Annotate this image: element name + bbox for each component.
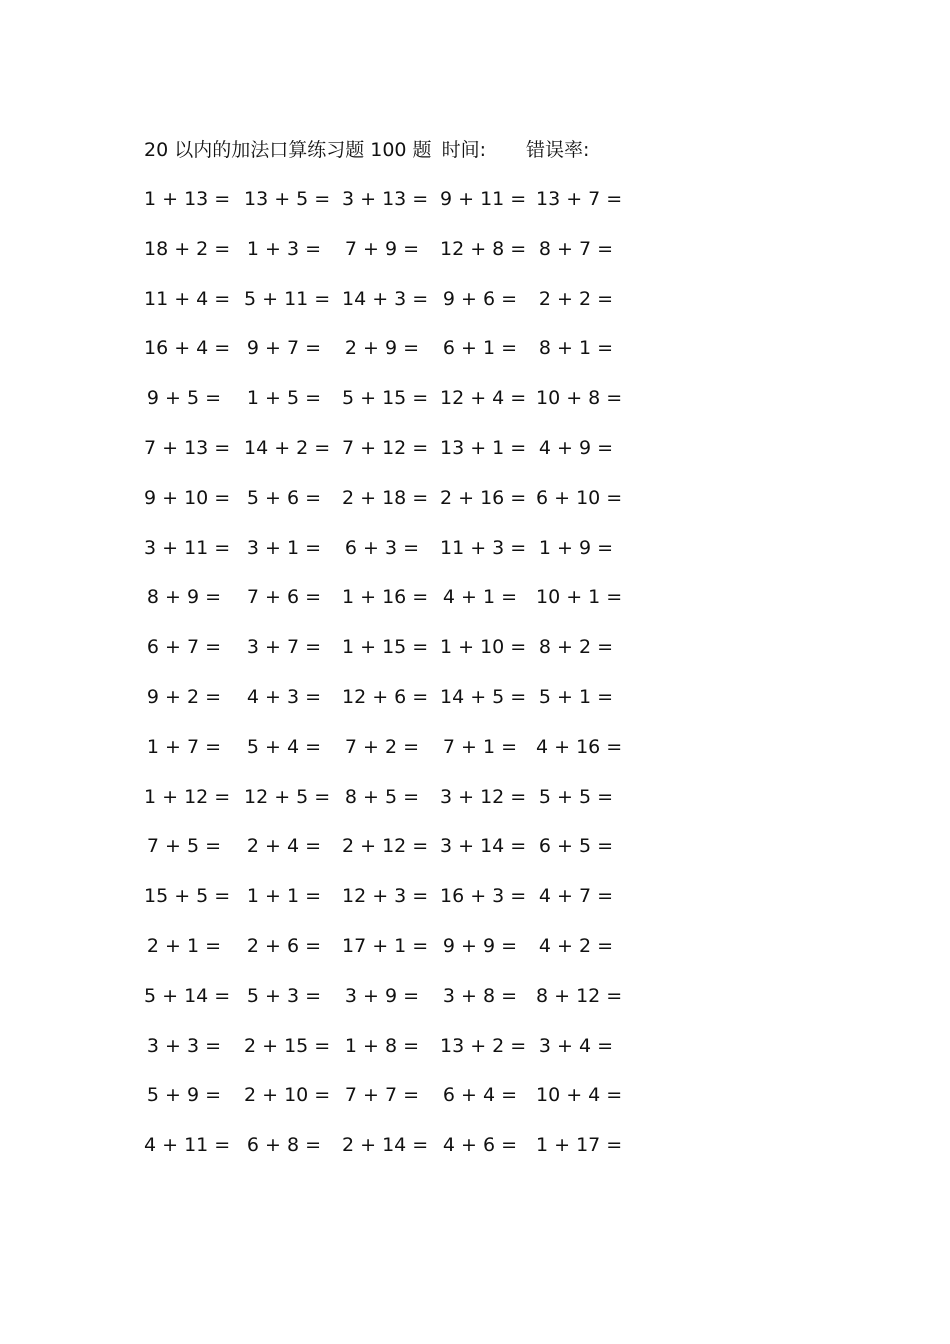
problem-item: 8 + 12 = (536, 984, 623, 1007)
problem-item: 5 + 9 = (146, 1084, 222, 1107)
problem-item: 5 + 4 = (246, 735, 322, 758)
problem-item: 9 + 9 = (442, 934, 518, 957)
problem-item: 15 + 5 = (144, 885, 231, 908)
problem-item: 1 + 10 = (440, 636, 527, 659)
problem-item: 6 + 1 = (442, 337, 518, 360)
problem-item: 11 + 4 = (144, 287, 231, 310)
problem-row (146, 533, 636, 583)
problem-item: 7 + 7 = (344, 1084, 420, 1107)
problem-item: 5 + 11 = (244, 287, 331, 310)
problem-item: 5 + 5 = (538, 785, 614, 808)
problem-row (146, 831, 636, 881)
problem-item: 1 + 5 = (246, 387, 322, 410)
problem-item: 2 + 9 = (344, 337, 420, 360)
problem-row (146, 483, 636, 533)
problem-item: 2 + 4 = (246, 835, 322, 858)
problem-item: 12 + 8 = (440, 237, 527, 260)
problem-item: 11 + 3 = (440, 536, 527, 559)
problem-item: 6 + 7 = (146, 636, 222, 659)
problem-item: 8 + 2 = (538, 636, 614, 659)
problem-item: 12 + 6 = (342, 685, 429, 708)
problem-item: 12 + 3 = (342, 885, 429, 908)
problem-item: 3 + 9 = (344, 984, 420, 1007)
problem-item: 2 + 10 = (244, 1084, 331, 1107)
problem-item: 9 + 5 = (146, 387, 222, 410)
problem-item: 6 + 5 = (538, 835, 614, 858)
problem-row (146, 582, 636, 632)
worksheet-header (144, 136, 589, 164)
problem-item: 13 + 1 = (440, 436, 527, 459)
problem-item: 1 + 15 = (342, 636, 429, 659)
problem-item: 5 + 3 = (246, 984, 322, 1007)
problem-row (146, 383, 636, 433)
problem-row (146, 1130, 636, 1180)
problem-item: 9 + 10 = (144, 486, 231, 509)
problem-item: 5 + 14 = (144, 984, 231, 1007)
problem-item: 7 + 12 = (342, 436, 429, 459)
problem-item: 1 + 9 = (538, 536, 614, 559)
error-rate-label: 错误率: (525, 139, 590, 161)
problem-grid (146, 184, 636, 1180)
worksheet-title: 20 以内的加法口算练习题 100 题 (144, 139, 432, 161)
problem-row (146, 1031, 636, 1081)
problem-item: 9 + 7 = (246, 337, 322, 360)
problem-row (146, 234, 636, 284)
problem-row (146, 782, 636, 832)
problem-item: 4 + 1 = (442, 586, 518, 609)
problem-item: 8 + 1 = (538, 337, 614, 360)
problem-item: 6 + 4 = (442, 1084, 518, 1107)
problem-row (146, 931, 636, 981)
problem-item: 7 + 13 = (144, 436, 231, 459)
problem-item: 8 + 9 = (146, 586, 222, 609)
problem-item: 2 + 2 = (538, 287, 614, 310)
problem-row (146, 433, 636, 483)
problem-item: 5 + 6 = (246, 486, 322, 509)
problem-item: 16 + 4 = (144, 337, 231, 360)
problem-item: 2 + 6 = (246, 934, 322, 957)
problem-item: 14 + 5 = (440, 685, 527, 708)
problem-row (146, 184, 636, 234)
problem-item: 2 + 18 = (342, 486, 429, 509)
problem-row (146, 632, 636, 682)
problem-item: 8 + 7 = (538, 237, 614, 260)
problem-row (146, 333, 636, 383)
problem-item: 7 + 2 = (344, 735, 420, 758)
problem-item: 1 + 17 = (536, 1134, 623, 1157)
problem-item: 2 + 1 = (146, 934, 222, 957)
problem-item: 7 + 1 = (442, 735, 518, 758)
problem-item: 3 + 12 = (440, 785, 527, 808)
problem-item: 10 + 1 = (536, 586, 623, 609)
problem-item: 7 + 5 = (146, 835, 222, 858)
problem-item: 6 + 8 = (246, 1134, 322, 1157)
problem-item: 8 + 5 = (344, 785, 420, 808)
problem-item: 4 + 11 = (144, 1134, 231, 1157)
problem-item: 1 + 12 = (144, 785, 231, 808)
problem-item: 13 + 5 = (244, 188, 331, 210)
problem-item: 13 + 7 = (536, 188, 623, 210)
problem-item: 5 + 1 = (538, 685, 614, 708)
problem-item: 1 + 3 = (246, 237, 322, 260)
problem-item: 7 + 6 = (246, 586, 322, 609)
problem-item: 10 + 4 = (536, 1084, 623, 1107)
problem-row (146, 284, 636, 334)
problem-row (146, 981, 636, 1031)
problem-item: 4 + 6 = (442, 1134, 518, 1157)
problem-item: 1 + 13 = (144, 188, 231, 210)
problem-item: 1 + 1 = (246, 885, 322, 908)
problem-row (146, 1080, 636, 1130)
problem-item: 14 + 3 = (342, 287, 429, 310)
problem-item: 3 + 7 = (246, 636, 322, 659)
problem-item: 3 + 14 = (440, 835, 527, 858)
problem-item: 2 + 14 = (342, 1134, 429, 1157)
problem-item: 3 + 1 = (246, 536, 322, 559)
problem-item: 3 + 13 = (342, 188, 429, 210)
problem-item: 6 + 10 = (536, 486, 623, 509)
problem-item: 9 + 11 = (440, 188, 527, 210)
problem-item: 6 + 3 = (344, 536, 420, 559)
problem-item: 10 + 8 = (536, 387, 623, 410)
problem-item: 17 + 1 = (342, 934, 429, 957)
problem-item: 4 + 16 = (536, 735, 623, 758)
problem-row (146, 881, 636, 931)
problem-item: 16 + 3 = (440, 885, 527, 908)
problem-item: 3 + 3 = (146, 1034, 222, 1057)
problem-item: 9 + 6 = (442, 287, 518, 310)
problem-item: 13 + 2 = (440, 1034, 527, 1057)
problem-item: 4 + 9 = (538, 436, 614, 459)
time-label: 时间: (441, 139, 486, 161)
problem-item: 2 + 15 = (244, 1034, 331, 1057)
problem-item: 9 + 2 = (146, 685, 222, 708)
problem-item: 4 + 3 = (246, 685, 322, 708)
problem-row (146, 682, 636, 732)
problem-item: 1 + 8 = (344, 1034, 420, 1057)
problem-item: 14 + 2 = (244, 436, 331, 459)
problem-item: 7 + 9 = (344, 237, 420, 260)
problem-item: 1 + 16 = (342, 586, 429, 609)
problem-row (146, 732, 636, 782)
problem-item: 2 + 16 = (440, 486, 527, 509)
problem-item: 1 + 7 = (146, 735, 222, 758)
problem-item: 4 + 7 = (538, 885, 614, 908)
problem-item: 12 + 4 = (440, 387, 527, 410)
problem-item: 3 + 4 = (538, 1034, 614, 1057)
problem-item: 12 + 5 = (244, 785, 331, 808)
problem-item: 4 + 2 = (538, 934, 614, 957)
problem-item: 3 + 11 = (144, 536, 231, 559)
problem-item: 3 + 8 = (442, 984, 518, 1007)
problem-item: 5 + 15 = (342, 387, 429, 410)
problem-item: 2 + 12 = (342, 835, 429, 858)
problem-item: 18 + 2 = (144, 237, 231, 260)
